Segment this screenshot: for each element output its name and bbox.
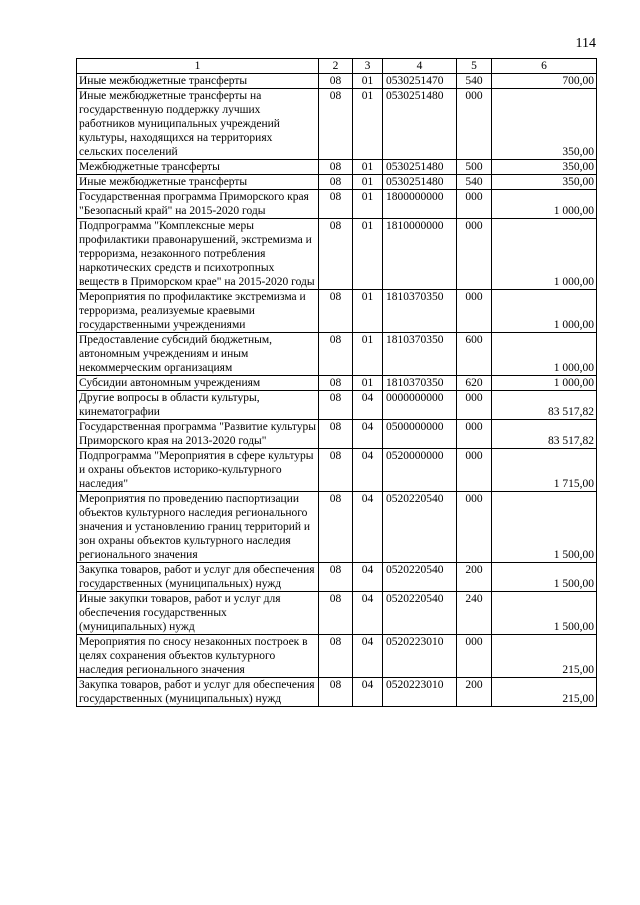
row-expense-type: 000 <box>457 190 492 219</box>
row-name: Другие вопросы в области культуры, кинематографии <box>77 391 319 420</box>
row-amount: 1 500,00 <box>492 492 597 563</box>
table-row <box>77 592 597 635</box>
header-col-5: 5 <box>457 59 492 74</box>
row-expense-type: 000 <box>457 219 492 290</box>
row-name: Иные межбюджетные трансферты <box>77 74 319 89</box>
row-target-code: 0530251480 <box>383 89 457 160</box>
row-expense-type: 000 <box>457 420 492 449</box>
table-row <box>77 290 597 333</box>
row-expense-type: 000 <box>457 449 492 492</box>
row-subsection: 04 <box>353 635 383 678</box>
row-section: 08 <box>319 449 353 492</box>
row-subsection: 01 <box>353 175 383 190</box>
row-amount: 83 517,82 <box>492 391 597 420</box>
row-section: 08 <box>319 376 353 391</box>
row-target-code: 0000000000 <box>383 391 457 420</box>
row-amount: 350,00 <box>492 89 597 160</box>
row-name: Мероприятия по проведению паспортизации объектов культурного наследия регионального значения и установлению границ территорий и зон охраны объектов культурного наследия регионального значения <box>77 492 319 563</box>
row-expense-type: 000 <box>457 492 492 563</box>
row-expense-type: 000 <box>457 635 492 678</box>
row-amount: 1 500,00 <box>492 592 597 635</box>
row-subsection: 01 <box>353 219 383 290</box>
row-name: Государственная программа Приморского края "Безопасный край" на 2015-2020 годы <box>77 190 319 219</box>
row-name: Мероприятия по сносу незаконных построек в целях сохранения объектов культурного наследия регионального значения <box>77 635 319 678</box>
table-row <box>77 160 597 175</box>
row-section: 08 <box>319 74 353 89</box>
row-target-code: 1810370350 <box>383 290 457 333</box>
row-subsection: 01 <box>353 89 383 160</box>
row-target-code: 1810000000 <box>383 219 457 290</box>
row-target-code: 0520223010 <box>383 678 457 707</box>
row-name: Иные межбюджетные трансферты <box>77 175 319 190</box>
row-expense-type: 000 <box>457 391 492 420</box>
row-amount: 1 000,00 <box>492 376 597 391</box>
table-row <box>77 333 597 376</box>
row-section: 08 <box>319 492 353 563</box>
row-amount: 350,00 <box>492 160 597 175</box>
row-target-code: 0520000000 <box>383 449 457 492</box>
row-expense-type: 540 <box>457 74 492 89</box>
page-number: 114 <box>575 36 596 51</box>
row-target-code: 1800000000 <box>383 190 457 219</box>
row-section: 08 <box>319 175 353 190</box>
row-amount: 215,00 <box>492 635 597 678</box>
header-col-6: 6 <box>492 59 597 74</box>
row-section: 08 <box>319 89 353 160</box>
table-row <box>77 678 597 707</box>
row-subsection: 04 <box>353 563 383 592</box>
row-section: 08 <box>319 391 353 420</box>
table-header-row <box>77 59 597 74</box>
row-amount: 83 517,82 <box>492 420 597 449</box>
row-subsection: 01 <box>353 290 383 333</box>
row-expense-type: 500 <box>457 160 492 175</box>
table-row <box>77 376 597 391</box>
budget-table <box>76 58 597 707</box>
table-row <box>77 74 597 89</box>
row-amount: 1 500,00 <box>492 563 597 592</box>
table-row <box>77 89 597 160</box>
row-section: 08 <box>319 420 353 449</box>
row-name: Закупка товаров, работ и услуг для обеспечения государственных (муниципальных) нужд <box>77 563 319 592</box>
row-target-code: 0520220540 <box>383 592 457 635</box>
table-row <box>77 175 597 190</box>
row-amount: 1 000,00 <box>492 219 597 290</box>
row-expense-type: 200 <box>457 563 492 592</box>
row-amount: 1 000,00 <box>492 333 597 376</box>
table-row <box>77 449 597 492</box>
row-target-code: 0530251470 <box>383 74 457 89</box>
table-row <box>77 420 597 449</box>
row-section: 08 <box>319 678 353 707</box>
row-subsection: 04 <box>353 492 383 563</box>
header-col-3: 3 <box>353 59 383 74</box>
row-name: Иные закупки товаров, работ и услуг для обеспечения государственных (муниципальных) нужд <box>77 592 319 635</box>
row-subsection: 01 <box>353 333 383 376</box>
row-name: Субсидии автономным учреждениям <box>77 376 319 391</box>
row-target-code: 0500000000 <box>383 420 457 449</box>
row-target-code: 0520220540 <box>383 492 457 563</box>
row-amount: 1 715,00 <box>492 449 597 492</box>
table-row <box>77 219 597 290</box>
row-expense-type: 600 <box>457 333 492 376</box>
row-amount: 1 000,00 <box>492 190 597 219</box>
row-subsection: 04 <box>353 391 383 420</box>
table-row <box>77 492 597 563</box>
row-amount: 215,00 <box>492 678 597 707</box>
table-row <box>77 635 597 678</box>
row-target-code: 0520220540 <box>383 563 457 592</box>
row-subsection: 04 <box>353 449 383 492</box>
row-name: Межбюджетные трансферты <box>77 160 319 175</box>
row-section: 08 <box>319 563 353 592</box>
row-name: Государственная программа "Развитие культуры Приморского края на 2013-2020 годы" <box>77 420 319 449</box>
header-col-1: 1 <box>77 59 319 74</box>
row-expense-type: 620 <box>457 376 492 391</box>
row-target-code: 0530251480 <box>383 160 457 175</box>
row-subsection: 01 <box>353 74 383 89</box>
table-row <box>77 190 597 219</box>
row-section: 08 <box>319 290 353 333</box>
row-target-code: 0520223010 <box>383 635 457 678</box>
row-subsection: 04 <box>353 592 383 635</box>
header-col-4: 4 <box>383 59 457 74</box>
row-name: Предоставление субсидий бюджетным, автономным учреждениям и иным некоммерческим организациям <box>77 333 319 376</box>
row-amount: 1 000,00 <box>492 290 597 333</box>
table-row <box>77 391 597 420</box>
row-subsection: 01 <box>353 160 383 175</box>
table-row <box>77 563 597 592</box>
row-section: 08 <box>319 160 353 175</box>
row-expense-type: 000 <box>457 290 492 333</box>
row-section: 08 <box>319 333 353 376</box>
row-expense-type: 540 <box>457 175 492 190</box>
row-section: 08 <box>319 219 353 290</box>
row-subsection: 04 <box>353 420 383 449</box>
row-amount: 700,00 <box>492 74 597 89</box>
row-name: Подпрограмма "Мероприятия в сфере культуры и охраны объектов историко-культурного наследия" <box>77 449 319 492</box>
row-amount: 350,00 <box>492 175 597 190</box>
row-expense-type: 240 <box>457 592 492 635</box>
row-expense-type: 200 <box>457 678 492 707</box>
row-expense-type: 000 <box>457 89 492 160</box>
row-section: 08 <box>319 592 353 635</box>
row-section: 08 <box>319 635 353 678</box>
row-subsection: 01 <box>353 190 383 219</box>
row-subsection: 04 <box>353 678 383 707</box>
row-section: 08 <box>319 190 353 219</box>
row-name: Мероприятия по профилактике экстремизма и терроризма, реализуемые краевыми государственными учреждениями <box>77 290 319 333</box>
row-name: Закупка товаров, работ и услуг для обеспечения государственных (муниципальных) нужд <box>77 678 319 707</box>
row-target-code: 1810370350 <box>383 333 457 376</box>
row-name: Иные межбюджетные трансферты на государственную поддержку лучших работников муниципальных учреждений культуры, находящихся на территориях сельских поселений <box>77 89 319 160</box>
row-name: Подпрограмма "Комплексные меры профилактики правонарушений, экстремизма и терроризма, незаконного потребления наркотических средств и психотропных веществ в Приморском крае" на 2015-2020 годы <box>77 219 319 290</box>
header-col-2: 2 <box>319 59 353 74</box>
row-target-code: 0530251480 <box>383 175 457 190</box>
row-target-code: 1810370350 <box>383 376 457 391</box>
row-subsection: 01 <box>353 376 383 391</box>
